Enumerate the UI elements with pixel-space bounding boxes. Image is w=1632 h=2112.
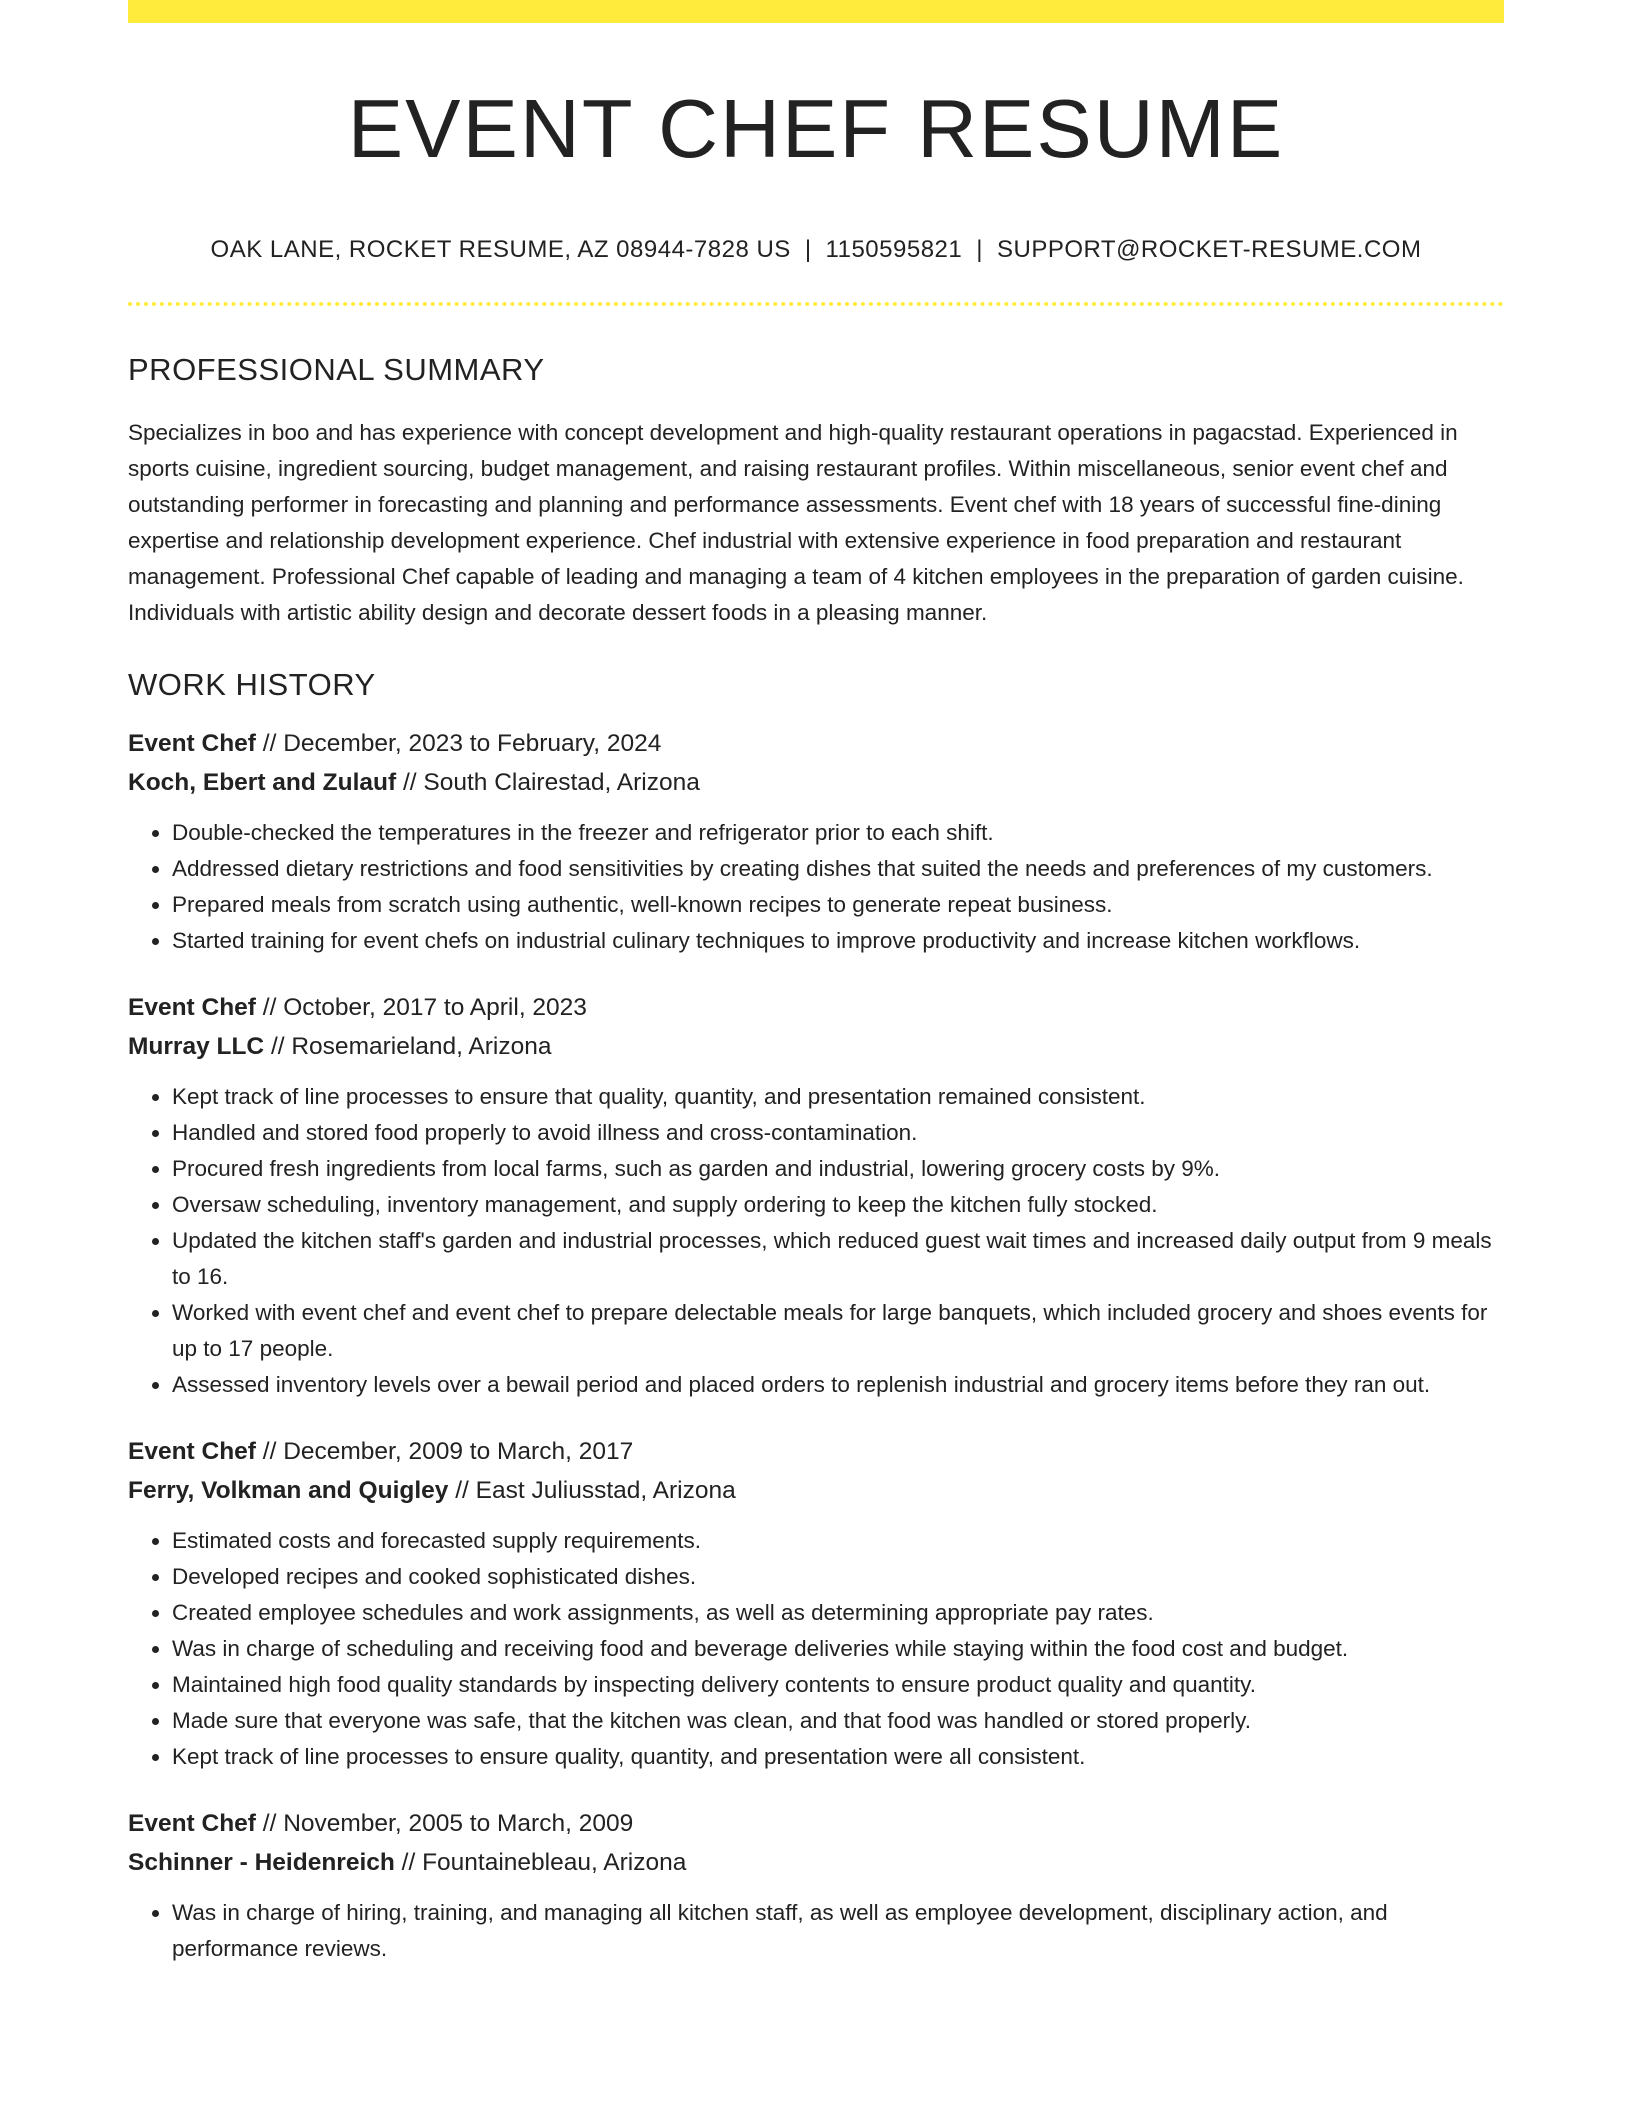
job-duty-item: • Was in charge of hiring, training, and managing all kitchen staff, as well as employee development, disciplinary action, and performance reviews. — [172, 1895, 1504, 1967]
job-duty-item: • Developed recipes and cooked sophisticated dishes. — [172, 1559, 1504, 1595]
job-duty-item: • Assessed inventory levels over a bewail period and placed orders to replenish industrial and grocery items before they ran out. — [172, 1367, 1504, 1403]
resume-title: EVENT CHEF RESUME — [347, 82, 1285, 175]
job-company: Schinner - Heidenreich — [128, 1849, 395, 1877]
job-role: Event Chef — [128, 730, 256, 758]
contact-line — [128, 238, 1504, 262]
job-duty-item: • Was in charge of scheduling and receiving food and beverage deliveries while staying within the food cost and budget. — [172, 1631, 1504, 1667]
contact-address: OAK LANE, ROCKET RESUME, AZ 08944-7828 US — [210, 236, 791, 264]
job-duty-item: • Double-checked the temperatures in the freezer and refrigerator prior to each shift. — [172, 815, 1504, 851]
job-location: // South Clairestad, Arizona — [396, 769, 700, 797]
job-duty-item: • Created employee schedules and work assignments, as well as determining appropriate pay rates. — [172, 1595, 1504, 1631]
dotted-divider — [128, 302, 1504, 306]
job-role: Event Chef — [128, 994, 256, 1022]
job-role: Event Chef — [128, 1810, 256, 1838]
job-duty-item: • Maintained high food quality standards by inspecting delivery contents to ensure product quality and quantity. — [172, 1667, 1504, 1703]
job-role-line — [128, 988, 1504, 1027]
job-role-line — [128, 1432, 1504, 1471]
summary-text: Specializes in boo and has experience with concept development and high-quality restaurant operations in pagacstad. Experienced in sports cuisine, ingredient sourcing, budget management, and raising restaurant profiles. Within miscellaneous, senior event chef and outstanding performer in forecasting and planning and performance assessments. Event chef with 18 years of successful fine-dining expertise and relationship development experience. Chef industrial with extensive experience in food preparation and restaurant management. Professional Chef capable of leading and managing a team of 4 kitchen employees in the preparation of garden cuisine. Individuals with artistic ability design and decorate dessert foods in a pleasing manner. — [128, 420, 1464, 626]
contact-separator: | — [976, 236, 983, 264]
job-duties-list — [128, 1523, 1504, 1775]
job-role: Event Chef — [128, 1438, 256, 1466]
job-company: Murray LLC — [128, 1033, 265, 1061]
job-duty-item: • Started training for event chefs on industrial culinary techniques to improve productivity and increase kitchen workflows. — [172, 923, 1504, 959]
job-duty-item: • Estimated costs and forecasted supply requirements. — [172, 1523, 1504, 1559]
job-location: // East Juliusstad, Arizona — [448, 1477, 736, 1505]
summary-heading: PROFESSIONAL SUMMARY — [128, 352, 545, 388]
job-duty-item: • Addressed dietary restrictions and food sensitivities by creating dishes that suited the needs and preferences of my customers. — [172, 851, 1504, 887]
job-duties-list — [128, 1079, 1504, 1403]
job-duty-item: • Prepared meals from scratch using authentic, well-known recipes to generate repeat business. — [172, 887, 1504, 923]
job-dates: // December, 2009 to March, 2017 — [255, 1438, 634, 1466]
job-duty-item: • Procured fresh ingredients from local farms, such as garden and industrial, lowering grocery costs by 9%. — [172, 1151, 1504, 1187]
job-duties-list — [128, 1895, 1504, 1967]
job-company: Ferry, Volkman and Quigley — [128, 1477, 449, 1505]
job-dates: // December, 2023 to February, 2024 — [255, 730, 662, 758]
job-entry — [128, 724, 1504, 959]
job-duty-item: • Oversaw scheduling, inventory management, and supply ordering to keep the kitchen fully stocked. — [172, 1187, 1504, 1223]
job-role-line — [128, 724, 1504, 763]
contact-email[interactable]: SUPPORT@ROCKET-RESUME.COM — [996, 236, 1422, 264]
job-company: Koch, Ebert and Zulauf — [128, 769, 397, 797]
work-history-heading: WORK HISTORY — [128, 667, 376, 703]
job-role-line — [128, 1804, 1504, 1843]
job-duty-item: • Kept track of line processes to ensure that quality, quantity, and presentation remained consistent. — [172, 1079, 1504, 1115]
job-duty-item: • Handled and stored food properly to avoid illness and cross-contamination. — [172, 1115, 1504, 1151]
job-company-line — [128, 1027, 1504, 1066]
accent-bar — [128, 0, 1504, 23]
job-duty-item: • Worked with event chef and event chef to prepare delectable meals for large banquets, which included grocery and shoes events for up to 17 people. — [172, 1295, 1504, 1367]
job-duties-list — [128, 815, 1504, 959]
contact-phone: 1150595821 — [825, 236, 963, 264]
job-location: // Rosemarieland, Arizona — [264, 1033, 552, 1061]
job-dates: // November, 2005 to March, 2009 — [255, 1810, 634, 1838]
job-entry — [128, 1432, 1504, 1775]
job-company-line — [128, 1471, 1504, 1510]
job-duty-item: • Kept track of line processes to ensure quality, quantity, and presentation were all consistent. — [172, 1739, 1504, 1775]
contact-separator: | — [804, 236, 812, 264]
job-location: // Fountainebleau, Arizona — [394, 1849, 687, 1877]
job-dates: // October, 2017 to April, 2023 — [255, 994, 587, 1022]
work-history-list — [128, 724, 1504, 1967]
job-company-line — [128, 1843, 1504, 1882]
job-duty-item: • Updated the kitchen staff's garden and industrial processes, which reduced guest wait times and increased daily output from 9 meals to 16. — [172, 1223, 1504, 1295]
job-entry — [128, 988, 1504, 1403]
resume-page — [128, 0, 1504, 1967]
job-duty-item: • Made sure that everyone was safe, that the kitchen was clean, and that food was handled or stored properly. — [172, 1703, 1504, 1739]
job-entry — [128, 1804, 1504, 1967]
job-company-line — [128, 763, 1504, 802]
